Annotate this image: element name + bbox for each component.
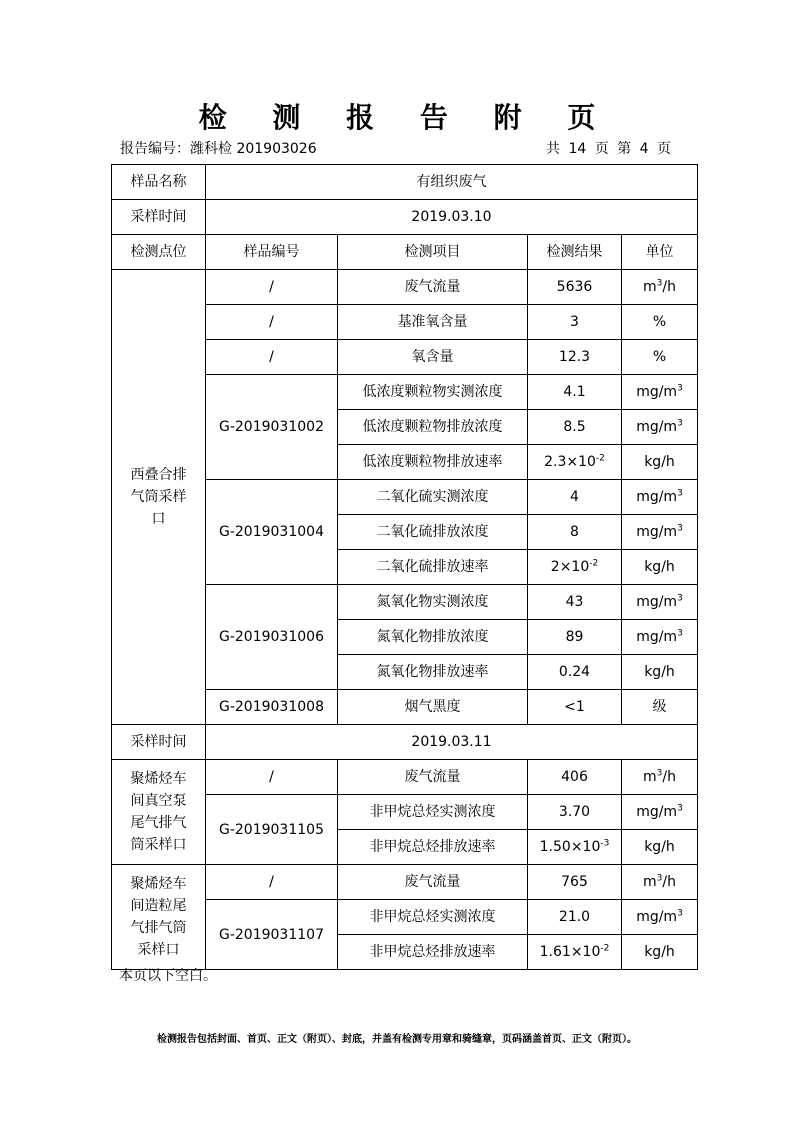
item-cell: 低浓度颗粒物实测浓度 [338,375,528,410]
sample-id-cell: G-2019031002 [206,375,338,480]
item-cell: 氧含量 [338,340,528,375]
sample-id-cell: G-2019031105 [206,795,338,865]
item-cell: 低浓度颗粒物排放速率 [338,445,528,480]
unit-cell: kg/h [622,445,698,480]
item-cell: 非甲烷总烃排放速率 [338,935,528,970]
result-cell: 406 [528,760,622,795]
result-cell: 3 [528,305,622,340]
unit-cell: kg/h [622,935,698,970]
item-cell: 氮氧化物排放浓度 [338,620,528,655]
unit-cell: $m^3/h$ [622,270,698,305]
location-cell: 西叠合排气筒采样口 [112,270,206,725]
header-cell: 单位 [622,235,698,270]
page-info: 共 14 页 第 4 页 [546,141,671,157]
result-cell: $2.3\times 10^{-2}$ [528,445,622,480]
sample-name-value: 有组织废气 [206,165,698,200]
location-cell: 聚烯烃车间造粒尾气排气筒采样口 [112,865,206,970]
item-cell: 二氧化硫排放浓度 [338,515,528,550]
header-cell: 样品编号 [206,235,338,270]
sample-id-cell: / [206,305,338,340]
item-cell: 非甲烷总烃实测浓度 [338,900,528,935]
sample-id-cell: / [206,760,338,795]
header-cell: 检测结果 [528,235,622,270]
unit-cell: $mg/m^3$ [622,795,698,830]
result-cell: 5636 [528,270,622,305]
result-cell: $1.50\times 10^{-3}$ [528,830,622,865]
item-cell: 非甲烷总烃排放速率 [338,830,528,865]
unit-cell: $mg/m^3$ [622,410,698,445]
item-cell: 二氧化硫实测浓度 [338,480,528,515]
result-cell: 89 [528,620,622,655]
result-cell: $2\times 10^{-2}$ [528,550,622,585]
sample-id-cell: G-2019031004 [206,480,338,585]
result-cell: 43 [528,585,622,620]
results-table [111,164,698,970]
sample-time-label: 采样时间 [112,200,206,235]
table-row [112,760,698,795]
table-row [112,200,698,235]
unit-cell: $mg/m^3$ [622,480,698,515]
unit-cell: % [622,305,698,340]
result-cell: 8 [528,515,622,550]
table-row [112,725,698,760]
item-cell: 基准氧含量 [338,305,528,340]
table-row [112,865,698,900]
unit-cell: $mg/m^3$ [622,900,698,935]
result-cell: 0.24 [528,655,622,690]
sample-id-cell: / [206,865,338,900]
result-cell: 8.5 [528,410,622,445]
sample-id-cell: G-2019031107 [206,900,338,970]
result-cell: 4 [528,480,622,515]
unit-cell: $m^3/h$ [622,760,698,795]
item-cell: 氮氧化物实测浓度 [338,585,528,620]
blank-note: 本页以下空白。 [119,968,217,984]
table-row [112,165,698,200]
result-cell: 12.3 [528,340,622,375]
unit-cell: kg/h [622,550,698,585]
table-header-row [112,235,698,270]
sample-time-value: 2019.03.11 [206,725,698,760]
table-row [112,270,698,305]
item-cell: 低浓度颗粒物排放浓度 [338,410,528,445]
item-cell: 氮氧化物排放速率 [338,655,528,690]
unit-cell: $mg/m^3$ [622,375,698,410]
result-cell: 4.1 [528,375,622,410]
item-cell: 废气流量 [338,270,528,305]
sample-id-cell: G-2019031008 [206,690,338,725]
result-cell: <1 [528,690,622,725]
page-title: 检 测 报 告 附 页 [198,101,614,134]
sample-time-label: 采样时间 [112,725,206,760]
item-cell: 烟气黑度 [338,690,528,725]
sample-id-cell: / [206,270,338,305]
sample-name-label: 样品名称 [112,165,206,200]
item-cell: 废气流量 [338,760,528,795]
header-cell: 检测点位 [112,235,206,270]
header-cell: 检测项目 [338,235,528,270]
item-cell: 非甲烷总烃实测浓度 [338,795,528,830]
result-cell: 3.70 [528,795,622,830]
sample-id-cell: / [206,340,338,375]
sample-id-cell: G-2019031006 [206,585,338,690]
sample-time-value: 2019.03.10 [206,200,698,235]
result-cell: 765 [528,865,622,900]
unit-cell: $mg/m^3$ [622,515,698,550]
unit-cell: $mg/m^3$ [622,585,698,620]
report-number: 报告编号：潍科检 201903026 [120,141,317,157]
unit-cell: kg/h [622,830,698,865]
item-cell: 废气流量 [338,865,528,900]
unit-cell: $m^3/h$ [622,865,698,900]
item-cell: 二氧化硫排放速率 [338,550,528,585]
unit-cell: 级 [622,690,698,725]
result-cell: $1.61\times 10^{-2}$ [528,935,622,970]
result-cell: 21.0 [528,900,622,935]
footnote: 检测报告包括封面、首页、正文（附页）、封底，并盖有检测专用章和骑缝章，页码涵盖首页、正文（附页）。 [157,1034,637,1045]
unit-cell: $mg/m^3$ [622,620,698,655]
unit-cell: kg/h [622,655,698,690]
location-cell: 聚烯烃车间真空泵尾气排气筒采样口 [112,760,206,865]
unit-cell: % [622,340,698,375]
